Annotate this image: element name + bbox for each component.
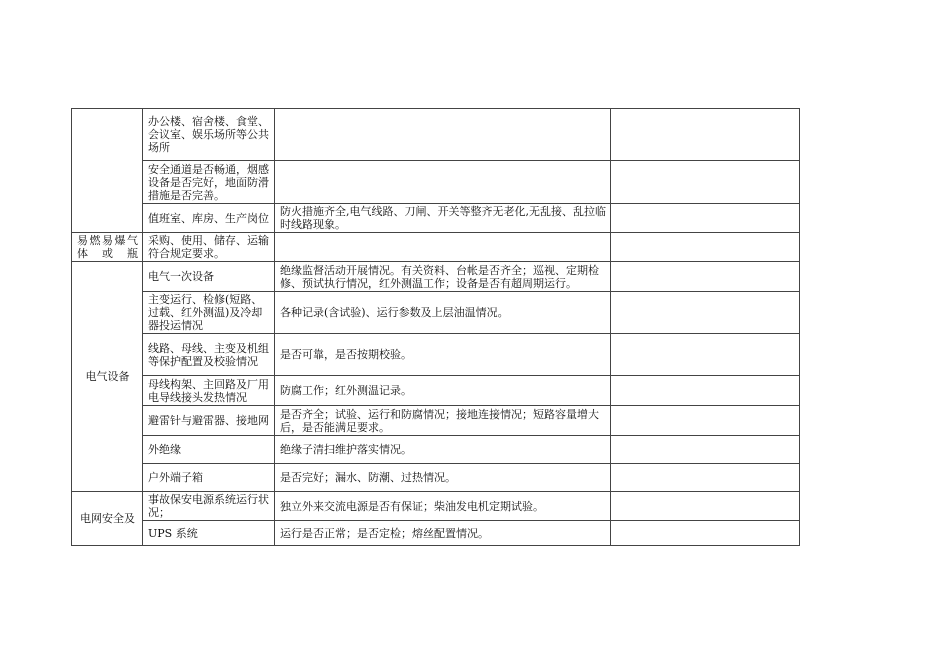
item-cell: 事故保安电源系统运行状况； [143, 492, 275, 521]
content-cell: 是否齐全；试验、运行和防腐情况；接地连接情况；短路容量增大后，是否能满足要求。 [275, 406, 611, 436]
table-row [72, 262, 800, 292]
table-row [72, 464, 800, 492]
item-cell: 线路、母线、主变及机组等保护配置及校验情况 [143, 334, 275, 376]
remark-cell [611, 292, 800, 334]
item-cell: 主变运行、检修(短路、过载、红外测温)及冷却器投运情况 [143, 292, 275, 334]
remark-cell [611, 334, 800, 376]
item-cell: 电气一次设备 [143, 262, 275, 292]
content-cell [275, 161, 611, 204]
item-cell: 母线构架、主回路及厂用电导线接头发热情况 [143, 376, 275, 406]
table-row [72, 109, 800, 161]
content-cell: 独立外来交流电源是否有保证；柴油发电机定期试验。 [275, 492, 611, 521]
content-cell: 防火措施齐全,电气线路、刀闸、开关等整齐无老化,无乱接、乱拉临时线路现象。 [275, 204, 611, 233]
remark-cell [611, 406, 800, 436]
category-cell: 易燃易爆气体或瓶 [72, 233, 143, 262]
category-cell: 电气设备 [72, 262, 143, 492]
item-cell: 值班室、库房、生产岗位 [143, 204, 275, 233]
table-row [72, 376, 800, 406]
category-cell: 电网安全及 [72, 492, 143, 546]
table-row [72, 334, 800, 376]
item-cell: 采购、使用、储存、运输符合规定要求。 [143, 233, 275, 262]
remark-cell [611, 262, 800, 292]
remark-cell [611, 161, 800, 204]
item-cell: UPS 系统 [143, 521, 275, 546]
remark-cell [611, 464, 800, 492]
table-row [72, 492, 800, 521]
table-row [72, 161, 800, 204]
table-row [72, 521, 800, 546]
item-cell: 安全通道是否畅通，烟感设备是否完好，地面防滑措施是否完善。 [143, 161, 275, 204]
category-cell [72, 109, 143, 233]
table-row [72, 292, 800, 334]
content-cell [275, 109, 611, 161]
remark-cell [611, 436, 800, 464]
item-cell: 户外端子箱 [143, 464, 275, 492]
remark-cell [611, 233, 800, 262]
content-cell: 是否可靠，是否按期校验。 [275, 334, 611, 376]
remark-cell [611, 376, 800, 406]
content-cell: 运行是否正常；是否定检；熔丝配置情况。 [275, 521, 611, 546]
inspection-table [71, 108, 800, 546]
content-cell [275, 233, 611, 262]
content-cell: 各种记录(含试验)、运行参数及上层油温情况。 [275, 292, 611, 334]
content-cell: 是否完好；漏水、防潮、过热情况。 [275, 464, 611, 492]
remark-cell [611, 204, 800, 233]
table-row [72, 406, 800, 436]
content-cell: 防腐工作；红外测温记录。 [275, 376, 611, 406]
remark-cell [611, 521, 800, 546]
table-row [72, 233, 800, 262]
remark-cell [611, 492, 800, 521]
item-cell: 避雷针与避雷器、接地网 [143, 406, 275, 436]
item-cell: 外绝缘 [143, 436, 275, 464]
item-cell: 办公楼、宿舍楼、食堂、会议室、娱乐场所等公共场所 [143, 109, 275, 161]
content-cell: 绝缘子清扫维护落实情况。 [275, 436, 611, 464]
remark-cell [611, 109, 800, 161]
table-row [72, 436, 800, 464]
content-cell: 绝缘监督活动开展情况。有关资料、台帐是否齐全；巡视、定期检修、预试执行情况，红外测温工作；设备是否有超周期运行。 [275, 262, 611, 292]
table-row [72, 204, 800, 233]
